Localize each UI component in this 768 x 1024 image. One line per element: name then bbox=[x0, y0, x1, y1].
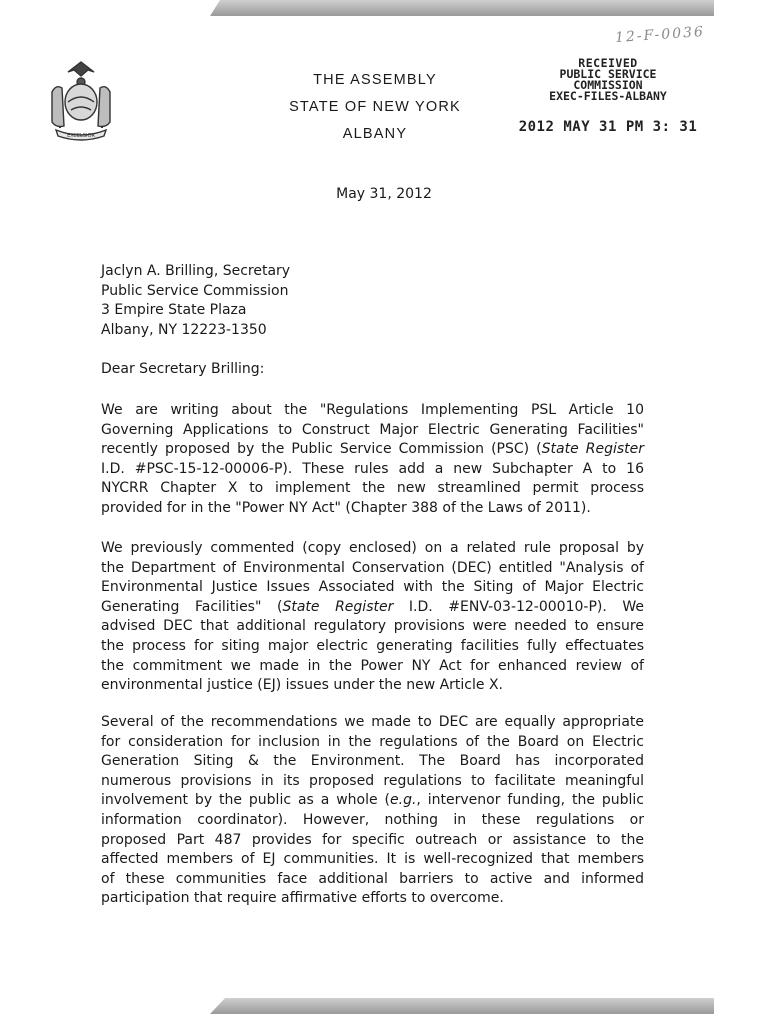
p2-line-4: Generating Facilities" (State Register I.D. #ENV-03-12-00010-P). We bbox=[101, 598, 644, 615]
recipient-street: 3 Empire State Plaza bbox=[101, 302, 247, 319]
scan-edge-top bbox=[210, 0, 714, 16]
p2-line: the process for siting major electric generating facilities fully effectuates bbox=[101, 637, 644, 654]
stamp-commission: COMMISSION bbox=[573, 78, 643, 92]
p2-line: We previously commented (copy enclosed) on a related rule proposal by bbox=[101, 540, 644, 556]
p3-line: Several of the recommendations we made to DEC are equally appropriate bbox=[101, 714, 644, 730]
new-york-state-seal-icon bbox=[38, 58, 124, 144]
recipient-city: Albany, NY 12223-1350 bbox=[101, 321, 267, 338]
p3-line: participation that require affirmative efforts to overcome. bbox=[101, 890, 504, 907]
p3-line: information coordinator). However, nothing in these regulations or bbox=[101, 811, 644, 828]
p3-line: Generation Siting & the Environment. The Board has incorporated bbox=[101, 753, 644, 770]
p1-line: We are writing about the "Regulations Implementing PSL Article 10 bbox=[101, 402, 644, 418]
p2-line: advised DEC that additional regulatory provisions were needed to ensure bbox=[101, 618, 644, 635]
stamp-datetime: 2012 MAY 31 PM 3: 31 bbox=[518, 119, 698, 135]
letterhead-line-2: STATE OF NEW YORK bbox=[289, 99, 461, 115]
paragraph-1 bbox=[101, 401, 644, 519]
p1-line: provided for in the "Power NY Act" (Chapter 388 of the Laws of 2011). bbox=[101, 499, 591, 516]
p3-line: for consideration for inclusion in the regulations of the Board on Electric bbox=[101, 733, 644, 750]
p1-italic-state-register: State Register bbox=[541, 441, 645, 458]
recipient-name: Jaclyn A. Brilling, Secretary bbox=[101, 263, 291, 279]
p2-line: environmental justice (EJ) issues under the new Article X. bbox=[101, 677, 504, 694]
letterhead-line-3: ALBANY bbox=[342, 126, 408, 142]
stamp-received: RECEIVED bbox=[578, 56, 638, 70]
p3-italic-eg: e.g. bbox=[390, 792, 417, 809]
paragraph-3 bbox=[101, 713, 644, 909]
scan-edge-bottom bbox=[210, 998, 714, 1014]
letterhead-line-1: THE ASSEMBLY bbox=[313, 72, 437, 88]
stamp-exec-files: EXEC-FILES-ALBANY bbox=[549, 89, 667, 103]
stamp-public-service: PUBLIC SERVICE bbox=[559, 67, 657, 81]
p2-line: the commitment we made in the Power NY Act for enhanced review of bbox=[101, 657, 644, 674]
salutation: Dear Secretary Brilling: bbox=[101, 361, 265, 377]
p3-line-5: involvement by the public as a whole (e.g., intervenor funding, the public bbox=[101, 792, 644, 809]
p2-italic-state-register: State Register bbox=[282, 598, 394, 615]
p1-line: Governing Applications to Construct Major Electric Generating Facilities" bbox=[101, 421, 644, 438]
letter-date: May 31, 2012 bbox=[336, 186, 432, 202]
document-number: 12-F-0036 bbox=[614, 23, 706, 47]
p3-line: affected members of EJ communities. It is well-recognized that members bbox=[101, 851, 644, 868]
paragraph-2 bbox=[101, 539, 644, 696]
seal-motto: EXCELSIOR bbox=[67, 133, 95, 139]
p1-line: I.D. #PSC-15-12-00006-P). These rules add a new Subchapter A to 16 bbox=[101, 460, 644, 477]
p1-line-3: recently proposed by the Public Service Commission (PSC) (State Register bbox=[101, 441, 645, 458]
recipient-org: Public Service Commission bbox=[101, 282, 289, 299]
letterhead bbox=[270, 67, 480, 148]
p3-line: proposed Part 487 provides for specific outreach or assistance to the bbox=[101, 831, 644, 848]
p2-line: Environmental Justice Issues Associated with the Siting of Major Electric bbox=[101, 579, 644, 596]
p3-line: of these communities face additional barriers to active and informed bbox=[101, 870, 644, 887]
p2-line: the Department of Environmental Conservation (DEC) entitled "Analysis of bbox=[101, 559, 644, 576]
recipient-address bbox=[101, 262, 290, 340]
received-stamp bbox=[518, 57, 698, 135]
p3-line: numerous provisions in its proposed regulations to facilitate meaningful bbox=[101, 772, 644, 789]
p1-line: NYCRR Chapter X to implement the new streamlined permit process bbox=[101, 480, 644, 497]
